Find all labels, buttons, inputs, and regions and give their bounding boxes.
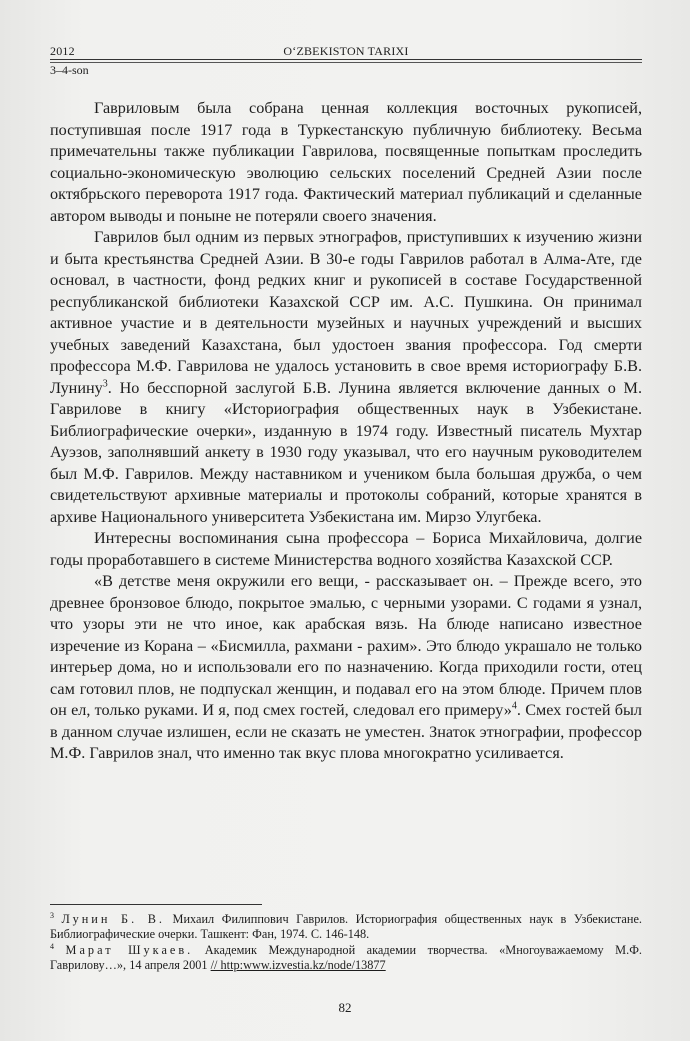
paragraph-text: . Смех гостей был в данном случае излишен, если не сказать не уместен. Знаток этнографии, профессор М.Ф. Гаврилов знал, что именно так вкус плова многократно усиливается. <box>50 701 642 762</box>
footnote-author: Марат Шукаев. <box>65 942 194 957</box>
header-rule-thin <box>50 62 642 63</box>
journal-title: O‘ZBEKISTON TARIXI <box>283 44 409 58</box>
running-header <box>50 44 642 62</box>
footnotes <box>50 912 642 974</box>
footnote-number: 4 <box>50 941 54 951</box>
footnote-text: Академик Международной академии творчества. «Многоуважаемому М.Ф. Гаврилову…», 14 апреля 2001 <box>50 942 642 973</box>
footnote <box>50 943 642 974</box>
issue-number: 3–4-son <box>50 63 89 77</box>
footnote-separator <box>50 904 262 905</box>
header-rule <box>50 59 642 60</box>
footnote <box>50 912 642 943</box>
footnote-author: Лунин Б. В. <box>61 912 165 926</box>
footnote-number: 3 <box>50 910 54 920</box>
header-year: 2012 <box>50 44 75 58</box>
paragraph-text: . Но бесспорной заслугой Б.В. Лунина является включение данных о М. Гаврилове в книгу «Историография общественных наук в Узбекистане. Библиографические очерки», изданную в 1974 году. Известный писатель Мухтар Ауэзов, заполнявший анкету в 1930 году указывал, что его научным руководителем был М.Ф. Гаврилов. Между наставником и учеником была большая дружба, о чем свидетельствуют архивные материалы и протоколы собраний, которые хранятся в архиве Национального университета Узбекистана им. Мирзо Улугбека. <box>50 378 642 526</box>
paragraph-text: «В детстве меня окружили его вещи, - рассказывает он. – Прежде всего, это древнее бронзовое блюдо, покрытое эмалью, с черными узорами. С годами я узнал, что узоры эти не что иное, как арабская вязь. На блюде написано известное изречение из Корана – «Бисмилла, рахмани - рахим». Это блюдо украшало не только интерьер дома, но и использовали его по назначению. Когда приходили гости, отец сам готовил плов, не подпускал женщин, и подавал его на этом блюде. Причем плов он ел, только руками. И я, под смех гостей, следовал его примеру» <box>50 572 642 719</box>
paragraph <box>50 571 642 765</box>
footnote-link[interactable]: // http:www.izvestia.kz/node/13877 <box>210 958 386 973</box>
paragraph <box>50 227 642 528</box>
paragraph-text: Гаврилов был одним из первых этнографов, приступивших к изучению жизни и быта крестьянства Средней Азии. В 30-е годы Гаврилов работал в Алма-Ате, где основал, в частности, фонд редких книг и рукописей в составе Государственной республиканской библиотеки Казахской ССР им. А.С. Пушкина. Он принимал активное участие и в деятельности музейных и научных учреждений и высших учебных заведений Казахстана, был удостоен звания профессора. Год смерти профессора М.Ф. Гаврилова не удалось установить в свое время историографу Б.В. Лунину <box>50 228 642 397</box>
paragraph: Интересны воспоминания сына профессора – Бориса Михайловича, долгие годы проработавшего в системе Министерства водного хозяйства Казахской ССР. <box>50 529 642 569</box>
footnote-text: Михаил Филиппович Гаврилов. Историография общественных наук в Узбекистане. Библиографические очерки. Ташкент: Фан, 1974. С. 146-148. <box>50 912 642 942</box>
page-number: 82 <box>338 1000 352 1015</box>
article-body <box>50 98 642 765</box>
paragraph: Гавриловым была собрана ценная коллекция восточных рукописей, поступившая после 1917 года в Туркестанскую публичную библиотеку. Весьма примечательны также публикации Гаврилова, посвященные попыткам проследить социально-экономическую эволюцию сельских поселений Средней Азии после октябрьского переворота 1917 года. Фактический материал публикаций и сделанные автором выводы и поныне не потеряли своего значения. <box>50 99 642 225</box>
footnote-ref: 3 <box>102 378 108 390</box>
footnote-ref: 4 <box>511 700 517 712</box>
